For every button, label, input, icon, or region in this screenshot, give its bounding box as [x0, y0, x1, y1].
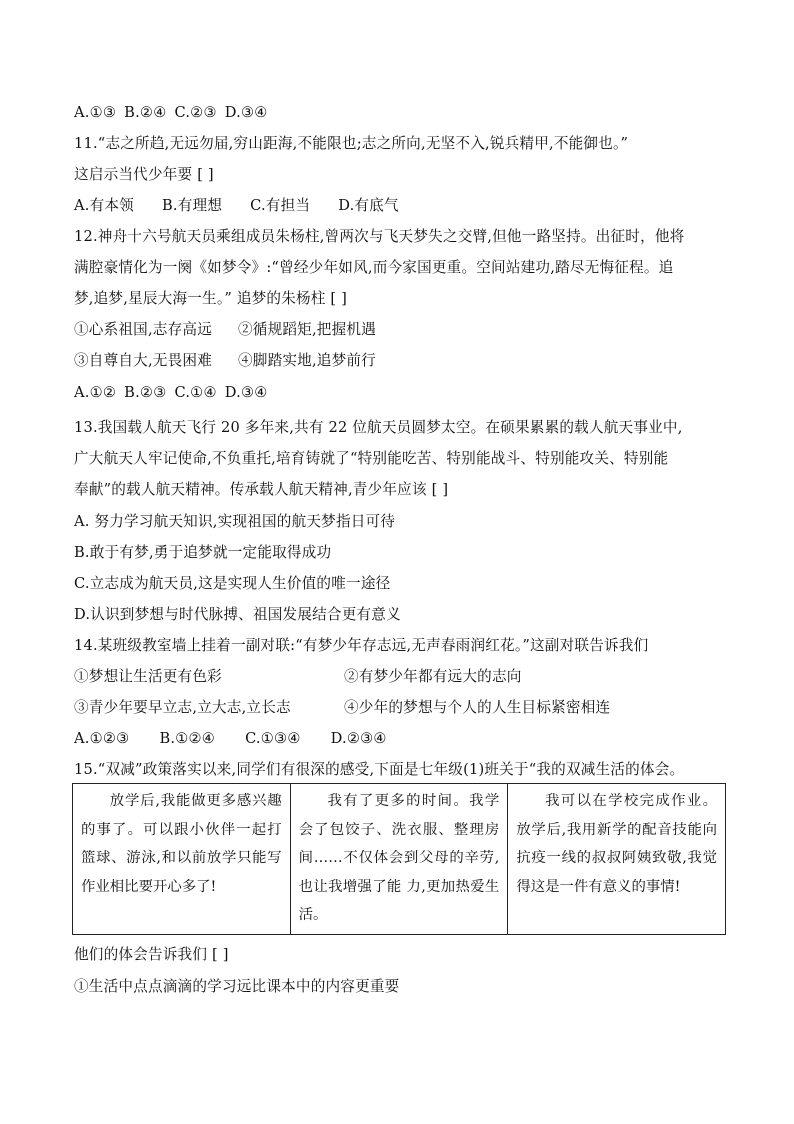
q13-option-d: D.认识到梦想与时代脉搏、祖国发展结合更有意义	[74, 606, 401, 623]
q13-option-c: C.立志成为航天员,这是实现人生价值的唯一途径	[74, 575, 391, 592]
q12-statement-2: ②循规蹈矩,把握机遇	[237, 321, 376, 338]
q12-option-a: A.①②	[74, 384, 117, 401]
q10-option-d: D.③④	[224, 104, 268, 121]
q10-option-a: A.①③	[74, 104, 117, 121]
q14-statements-row1	[74, 667, 522, 687]
q13-option-a: A. 努力学习航天知识,实现祖国的航天梦指日可待	[74, 513, 396, 530]
q13-stem-line3: 奉献”的载人航天精神。传承载人航天精神,青少年应该 [ ]	[74, 481, 449, 498]
q12-statement-4: ④脚踏实地,追梦前行	[237, 352, 376, 369]
q12-stem-line2: 满腔豪情化为一阕《如梦令》:“曾经少年如风,而今家国更重。空间站建功,踏尽无悔征程。追	[74, 259, 674, 276]
q12-statement-3: ③自尊自大,无畏困难	[74, 352, 212, 369]
q14-statement-2: ②有梦少年都有远大的志向	[344, 668, 522, 685]
q12-statement-1: ①心系祖国,志存高远	[74, 321, 212, 338]
q14-option-b: B.①②④	[159, 730, 216, 747]
table-cell-1	[73, 784, 291, 935]
q12-stem-line1: 12.神舟十六号航天员乘组成员朱杨柱,曾两次与飞天梦失之交臂,但他一路坚持。出征时，他将	[74, 228, 685, 245]
q15-statement-1: ①生活中点点滴滴的学习远比课本中的内容更重要	[74, 978, 400, 995]
q15-question: 他们的体会告诉我们 [ ]	[74, 946, 229, 963]
q11-option-a: A.有本领	[74, 197, 134, 214]
q15-experience-table	[72, 783, 726, 935]
q13-option-b: B.敢于有梦,勇于追梦就一定能取得成功	[74, 544, 332, 561]
q14-statement-3: ③青少年要早立志,立大志,立长志	[74, 699, 291, 716]
q14-option-a: A.①②③	[74, 730, 130, 747]
table-cell-3	[508, 784, 726, 935]
q12-option-d: D.③④	[224, 384, 268, 401]
q10-option-c: C.②③	[174, 104, 217, 121]
q12-stem-line3: 梦,追梦,星辰大海一生。” 追梦的朱杨柱 [ ]	[74, 290, 348, 307]
q11-options	[74, 196, 427, 216]
q12-option-b: B.②③	[124, 384, 167, 401]
table-cell-1-text: 放学后,我能做更多感兴趣的事了。可以跟小伙伴一起打篮球、游泳,和以前放学只能写作业相比要开心多了!	[81, 793, 282, 895]
q14-statements-row2	[74, 698, 611, 718]
q10-option-b: B.②④	[124, 104, 167, 121]
q11-stem-line1: 11.“志之所趋,无远勿届,穷山距海,不能限也;志之所向,无坚不入,锐兵精甲,不能御也。”	[74, 135, 629, 152]
q15-stem-line1: 15.“双减”政策落实以来,同学们有很深的感受,下面是七年级(1)班关于“我的双减生活的体会。	[74, 761, 685, 778]
q14-option-d: D.②③④	[330, 730, 387, 747]
table-cell-3-text: 我可以在学校完成作业。放学后,我用新学的配音技能向抗疫一线的叔叔阿姨致敬,我觉得这是一件有意义的事情!	[516, 793, 717, 895]
q12-statements-row1	[74, 320, 376, 340]
q11-stem-line2: 这启示当代少年要 [ ]	[74, 166, 214, 183]
q14-statement-1: ①梦想让生活更有色彩	[74, 668, 222, 685]
table-cell-2	[290, 784, 508, 935]
q14-option-c: C.①③④	[245, 730, 301, 747]
q11-option-d: D.有底气	[338, 197, 399, 214]
q11-option-b: B.有理想	[161, 197, 223, 214]
q12-options	[74, 383, 276, 403]
q13-stem-line2: 广大航天人牢记使命,不负重托,培育铸就了“特别能吃苦、特别能战斗、特别能攻关、特别能	[74, 450, 669, 467]
q14-options	[74, 729, 417, 749]
table-row	[73, 784, 726, 935]
q14-stem-line1: 14.某班级教室墙上挂着一副对联:“有梦少年存志远,无声春雨润红花。”这副对联告诉我们	[74, 637, 649, 654]
table-cell-2-text: 我有了更多的时间。我学会了包饺子、洗衣服、整理房间……不仅体会到父母的辛劳,也让我增强了能 力,更加热爱生活。	[298, 793, 500, 923]
q14-statement-4: ④少年的梦想与个人的人生目标紧密相连	[344, 699, 611, 716]
q11-option-c: C.有担当	[250, 197, 311, 214]
q10-options	[74, 103, 276, 123]
q12-statements-row2	[74, 351, 376, 371]
q13-stem-line1: 13.我国载人航天飞行 20 多年来,共有 22 位航天员圆梦太空。在硕果累累的载人航天事业中,	[74, 419, 683, 436]
q12-option-c: C.①④	[174, 384, 217, 401]
